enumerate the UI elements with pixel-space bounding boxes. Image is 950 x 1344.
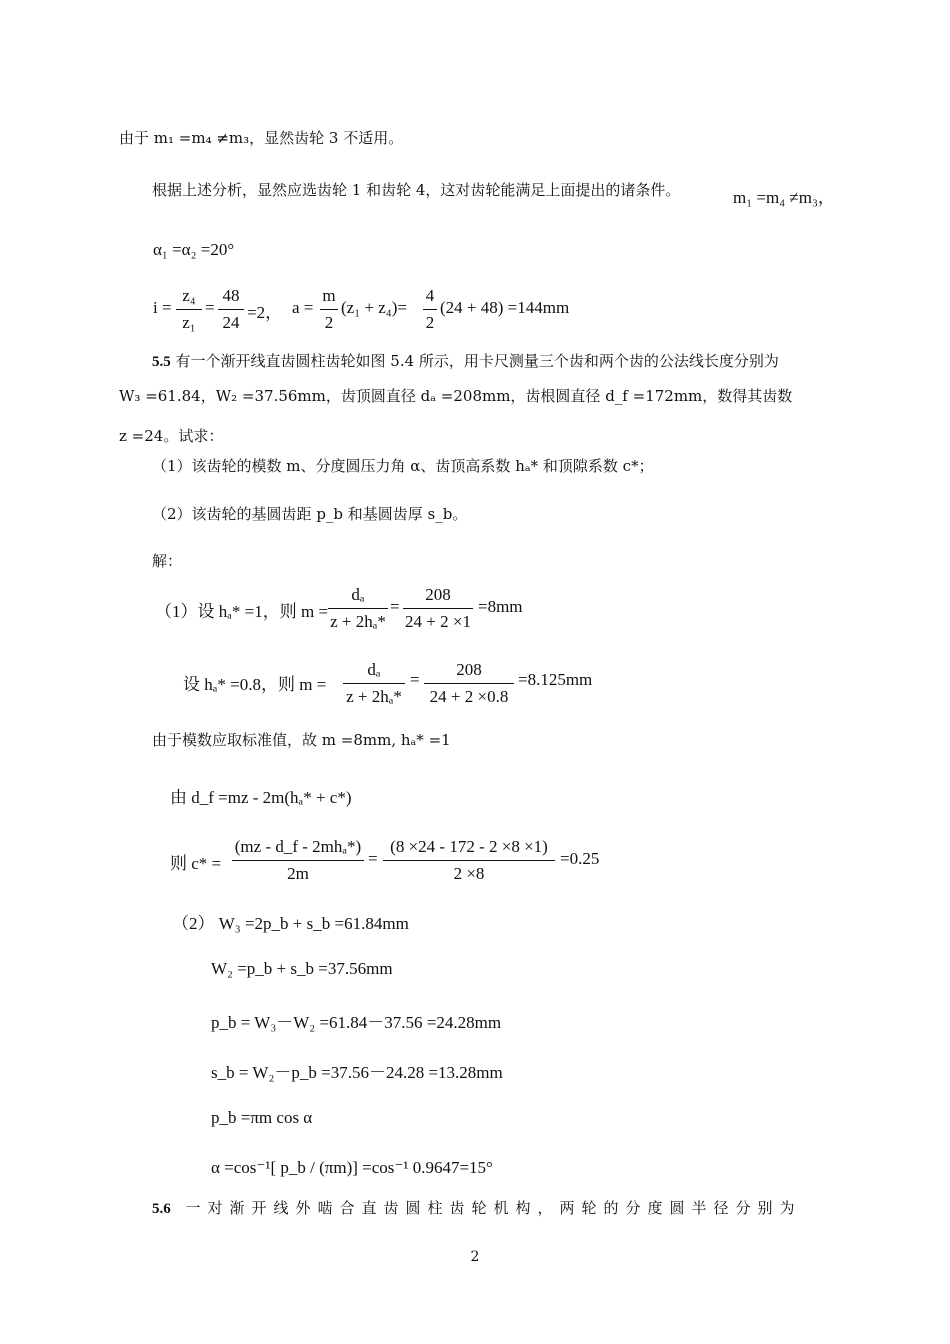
problem-5-5 [152, 351, 779, 372]
equation-pb-formula: p_b =πm cos α [211, 1108, 313, 1127]
step5-result: =0.25 [560, 849, 600, 868]
equation-result-2: =2， [247, 303, 283, 322]
fraction-denominator: 2 [324, 313, 334, 332]
fraction-c-star-symbolic [232, 836, 364, 886]
fraction-denominator: z + 2hₐ* [346, 687, 402, 706]
equation-equals: = [368, 849, 378, 868]
fraction-da-over-z [328, 584, 388, 634]
equation-w2: W₂ =p_b + s_b =37.56mm [211, 959, 393, 978]
step3-conclusion: 由于模数应取标准值，故 m =8mm, hₐ* =1 [152, 731, 451, 749]
fraction-denominator: 24 [222, 313, 240, 332]
solution-heading: 解： [152, 552, 183, 570]
question-1: （1）该齿轮的模数 m、分度圆压力角 α、齿顶高系数 hₐ* 和顶隙系数 c*； [152, 457, 654, 475]
equation-a-result: (24 + 48) =144mm [440, 298, 570, 317]
equation-alpha: α₁ =α₂ =20° [153, 240, 235, 259]
fraction-numerator: 208 [403, 584, 473, 609]
equation-sb: s_b = W₂－p_b =37.56－24.28 =13.28mm [211, 1063, 503, 1082]
problem-text: 一对渐开线外啮合直齿圆柱齿轮机构，两轮的分度圆半径分别为 [185, 1199, 802, 1217]
fraction-48-24 [218, 285, 244, 335]
fraction-m-2 [320, 285, 338, 335]
problem-5-5-line-3: z =24。试求： [119, 427, 224, 445]
equation-equals: = [410, 670, 420, 689]
text-line-2: 根据上述分析，显然应选齿轮 1 和齿轮 4，这对齿轮能满足上面提出的诸条件。 [152, 181, 681, 199]
step1-prefix: （1）设 hₐ* =1，则 m = [155, 602, 329, 621]
text-line-1: 由于 m₁ =m₄ ≠m₃，显然齿轮 3 不适用。 [119, 129, 404, 147]
fraction-denominator: 2 [425, 313, 435, 332]
question-2: （2）该齿轮的基圆齿距 p_b 和基圆齿厚 s_b。 [152, 505, 468, 523]
fraction-numerator: z₄ [176, 285, 202, 310]
fraction-208-26 [403, 584, 473, 634]
fraction-z4-z1 [176, 285, 202, 335]
fraction-denominator: z₁ [182, 313, 196, 332]
fraction-c-star-numeric [383, 836, 555, 886]
step4-root-diameter: 由 d_f =mz - 2m(hₐ* + c*) [170, 788, 352, 807]
equation-i-lhs: i = [153, 298, 172, 317]
equation-equals: = [205, 298, 215, 317]
equation-pb: p_b = W₃－W₂ =61.84－37.56 =24.28mm [211, 1013, 502, 1032]
problem-5-5-line-2: W₃ =61.84，W₂ =37.56mm，齿顶圆直径 dₐ =208mm，齿根圆直径 d_f =172mm，数得其齿数 [119, 387, 793, 405]
fraction-numerator: 208 [424, 659, 514, 684]
problem-5-6 [152, 1198, 802, 1219]
problem-number: 5.5 [152, 354, 171, 370]
fraction-numerator: dₐ [328, 584, 388, 609]
fraction-numerator: dₐ [343, 659, 405, 684]
step5-prefix: 则 c* = [170, 854, 222, 873]
fraction-208-25-6 [424, 659, 514, 709]
equation-z-sum: (z₁ + z₄)= [341, 298, 407, 317]
fraction-denominator: z + 2hₐ* [330, 612, 386, 631]
problem-text: 有一个渐开线直齿圆柱齿轮如图 5.4 所示，用卡尺测量三个齿和两个齿的公法线长度分别为 [175, 352, 779, 370]
problem-number: 5.6 [152, 1201, 171, 1217]
math-inline-m-relation: m₁ =m₄ ≠m₃， [733, 188, 835, 207]
fraction-denominator: 2 ×8 [453, 864, 485, 883]
fraction-numerator: m [320, 285, 338, 310]
fraction-denominator: 24 + 2 ×0.8 [429, 687, 509, 706]
fraction-denominator: 24 + 2 ×1 [405, 612, 471, 631]
step2-result: =8.125mm [518, 670, 593, 689]
fraction-numerator: 48 [218, 285, 244, 310]
page-number: 2 [470, 1249, 480, 1265]
step2-prefix: 设 hₐ* =0.8，则 m = [183, 675, 327, 694]
equation-equals: = [390, 597, 400, 616]
step1-result: =8mm [478, 597, 523, 616]
fraction-denominator: 2m [287, 864, 309, 883]
equation-w3: （2） W₃ =2p_b + s_b =61.84mm [172, 914, 409, 933]
fraction-4-2 [423, 285, 437, 335]
fraction-numerator: (mz - d_f - 2mhₐ*) [232, 836, 364, 861]
equation-a-lhs: a = [292, 298, 314, 317]
fraction-da-over-z [343, 659, 405, 709]
equation-alpha-result: α =cos⁻¹[ p_b / (πm)] =cos⁻¹ 0.9647=15° [211, 1158, 493, 1177]
fraction-numerator: 4 [423, 285, 437, 310]
fraction-numerator: (8 ×24 - 172 - 2 ×8 ×1) [383, 836, 555, 861]
